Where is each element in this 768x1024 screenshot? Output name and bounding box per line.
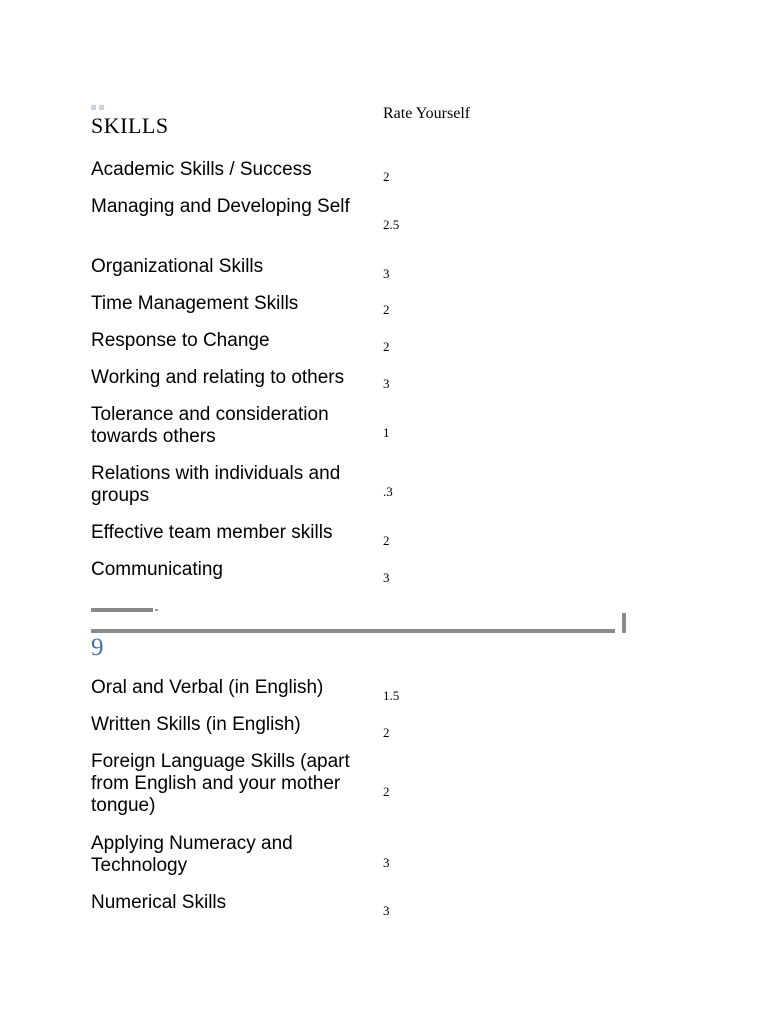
skill-label: Foreign Language Skills (apart from English and your mother tongue) bbox=[91, 751, 350, 816]
divider-end-mark bbox=[622, 613, 626, 633]
page-number: 9 bbox=[91, 634, 104, 661]
rate-yourself-header: Rate Yourself bbox=[383, 105, 471, 122]
decorative-marks bbox=[91, 97, 107, 102]
skill-label: Academic Skills / Success bbox=[91, 159, 312, 180]
page-divider bbox=[91, 629, 615, 633]
skill-rating: 2 bbox=[383, 302, 390, 317]
skill-label: Relations with individuals and groups bbox=[91, 463, 341, 506]
skill-label: Response to Change bbox=[91, 330, 270, 351]
skill-rating: 3 bbox=[383, 903, 390, 918]
skill-label: Written Skills (in English) bbox=[91, 714, 301, 735]
skill-label: Organizational Skills bbox=[91, 256, 264, 277]
skill-rating: 3 bbox=[383, 570, 390, 585]
divider-dot bbox=[155, 609, 158, 611]
skill-label: Oral and Verbal (in English) bbox=[91, 677, 324, 698]
skill-rating: 3 bbox=[383, 266, 390, 281]
skill-rating: 2 bbox=[383, 533, 390, 548]
skill-rating: 1.5 bbox=[383, 688, 400, 703]
skill-rating: 3 bbox=[383, 376, 390, 391]
skill-label: Applying Numeracy and Technology bbox=[91, 833, 293, 876]
skill-rating: 2 bbox=[383, 339, 390, 354]
skill-rating: 2 bbox=[383, 169, 390, 184]
skill-label: Managing and Developing Self bbox=[91, 196, 350, 217]
skill-rating: 3 bbox=[383, 855, 390, 870]
skill-rating: 2 bbox=[383, 784, 390, 799]
skill-label: Time Management Skills bbox=[91, 293, 299, 314]
skill-rating: 1 bbox=[383, 425, 390, 440]
skill-rating: .3 bbox=[383, 484, 393, 499]
skill-label: Tolerance and consideration towards others bbox=[91, 404, 329, 447]
divider-short bbox=[91, 608, 153, 612]
skill-label: Numerical Skills bbox=[91, 892, 227, 913]
skill-label: Communicating bbox=[91, 559, 223, 580]
skill-rating: 2 bbox=[383, 725, 390, 740]
skill-rating: 2.5 bbox=[383, 217, 400, 232]
skill-label: Effective team member skills bbox=[91, 522, 333, 543]
skill-label: Working and relating to others bbox=[91, 367, 345, 388]
skills-heading: SKILLS bbox=[91, 113, 169, 138]
